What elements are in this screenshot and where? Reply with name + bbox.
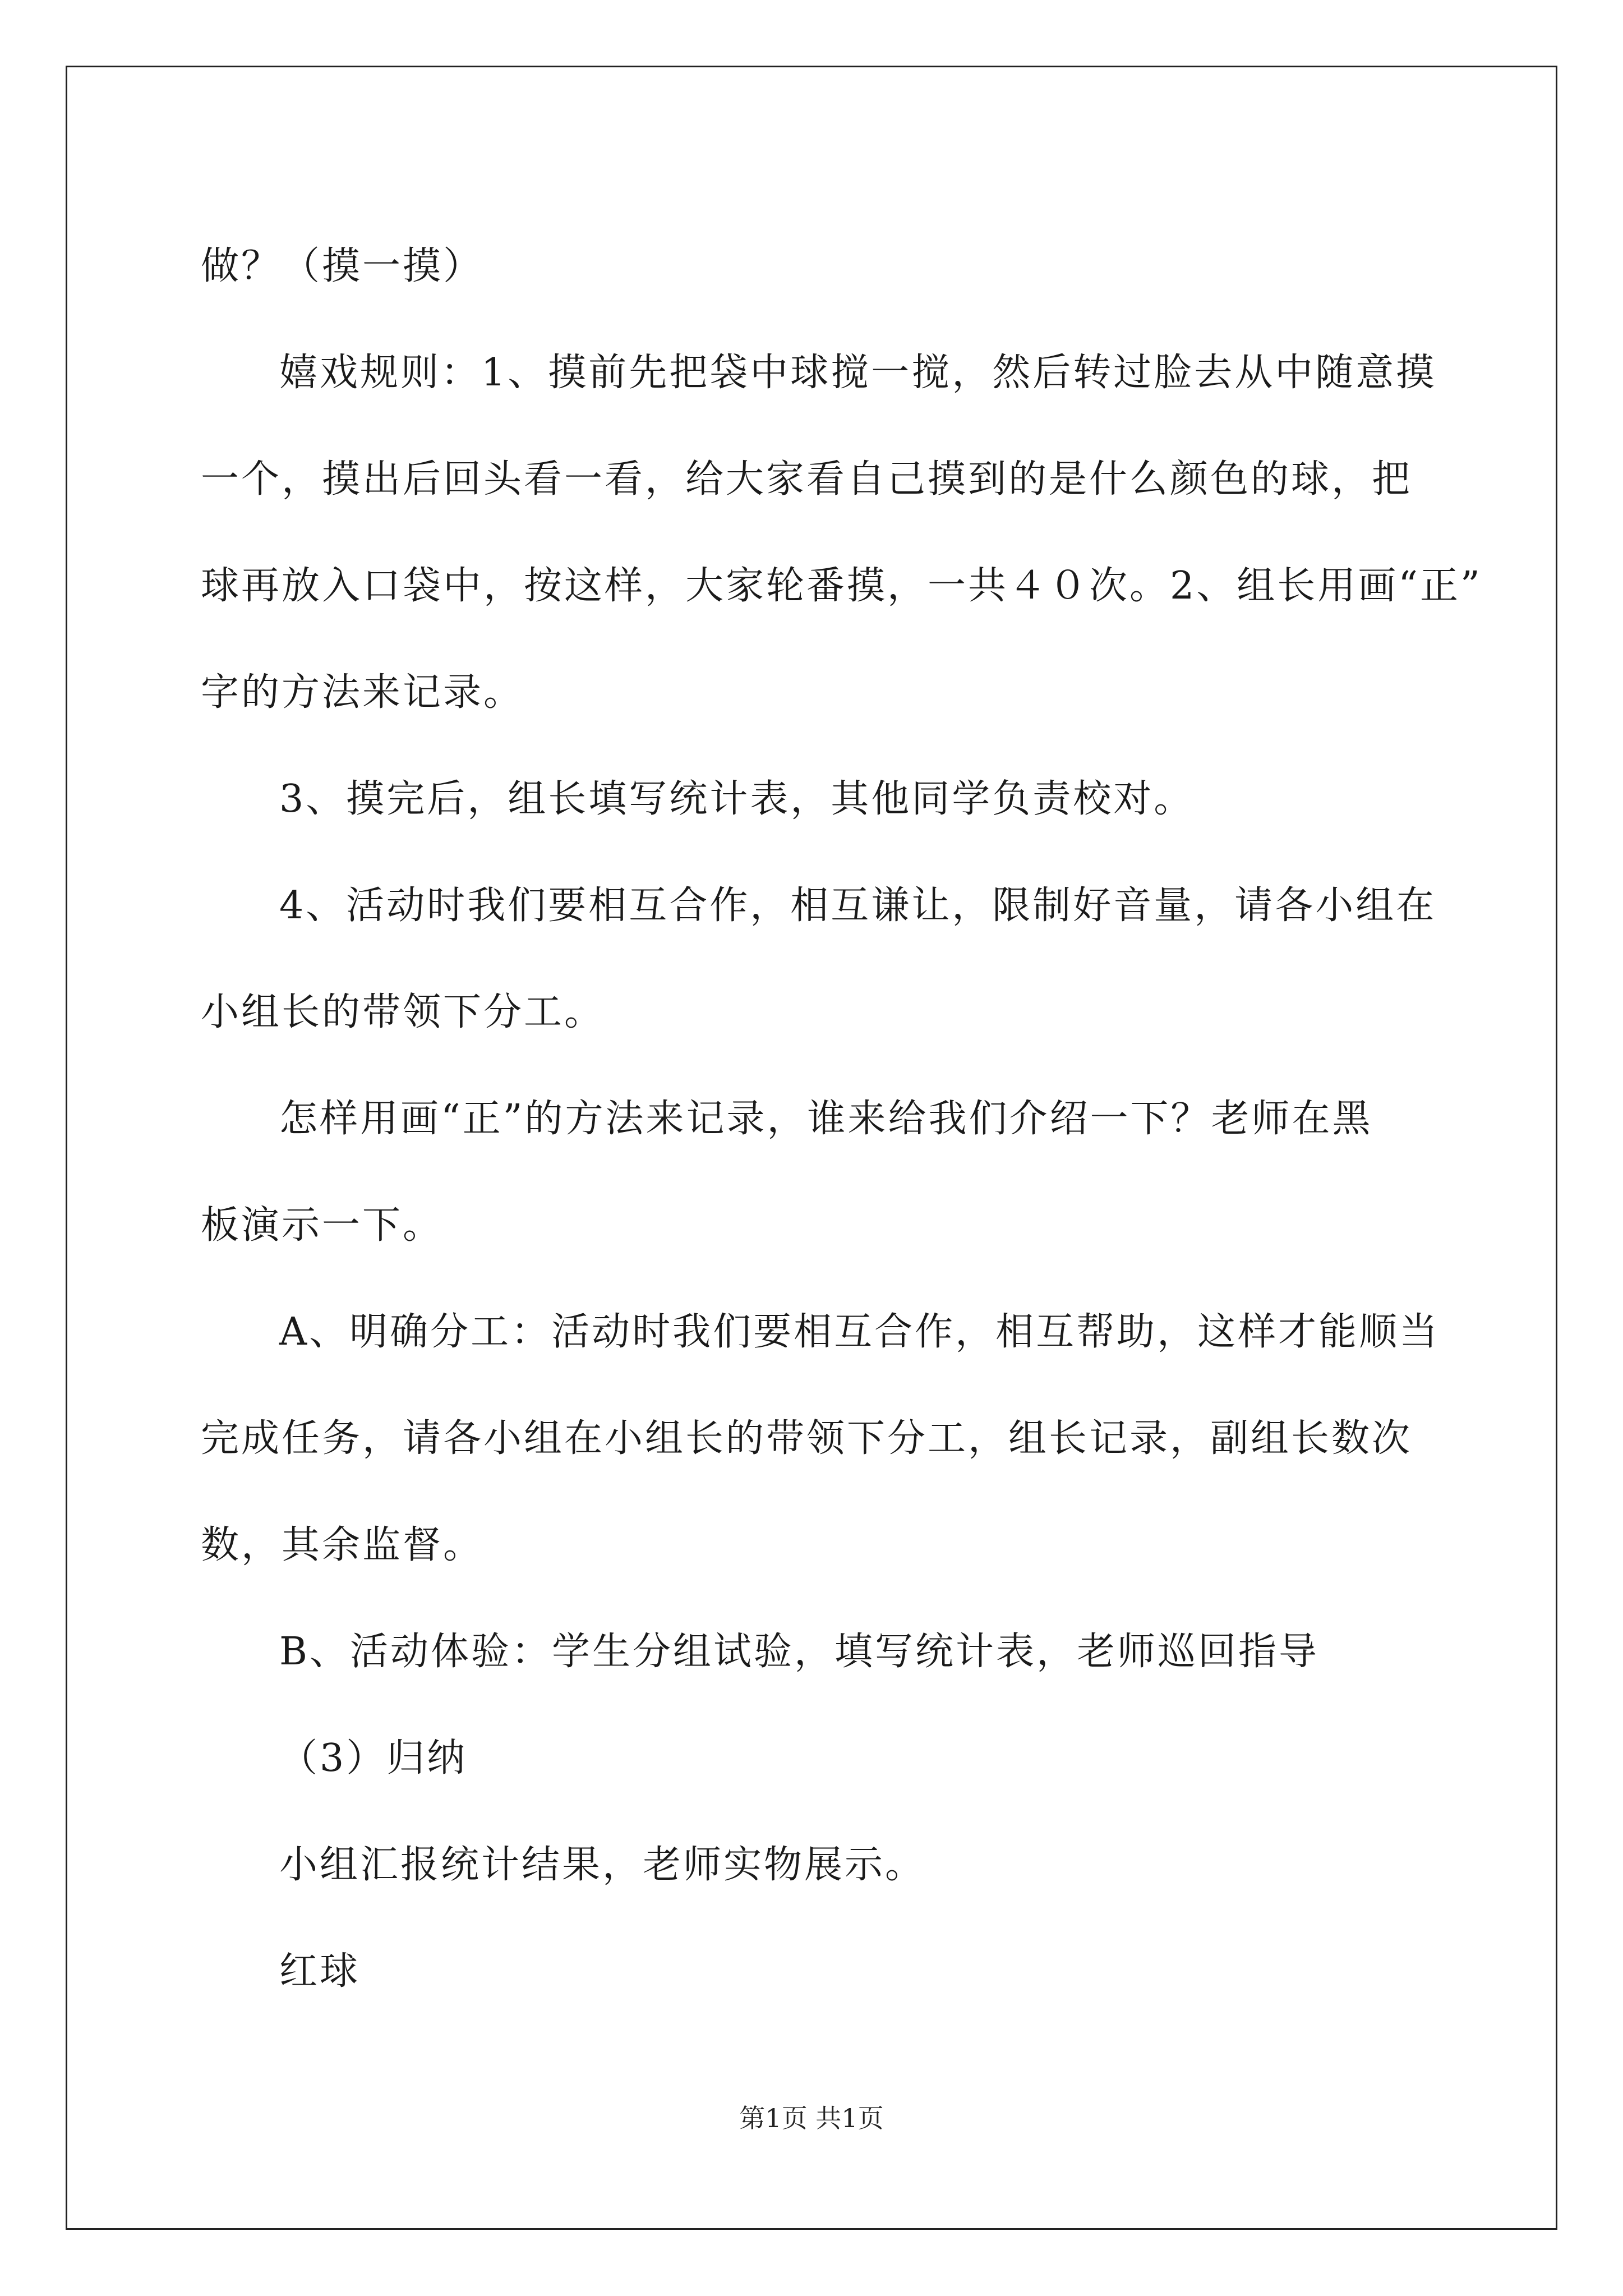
text-line-7: 4、活动时我们要相互合作，相互谦让，限制好音量，请各小组在 [279,884,1437,928]
text-line-17: 红球 [279,1949,361,1994]
text-line-13: 数，其余监督。 [201,1523,484,1567]
document-body [201,213,1482,2025]
text-line-15: （3）归纳 [279,1736,468,1780]
text-line-2: 嬉戏规则：1、摸前先把袋中球搅一搅，然后转过脸去从中随意摸 [279,351,1437,395]
text-line-10: 板演示一下。 [201,1203,444,1248]
text-line-14: B、活动体验：学生分组试验，填写统计表，老师巡回指导 [279,1630,1319,1674]
page-number-footer: 第1页 共1页 [739,2103,884,2133]
text-line-8: 小组长的带领下分工。 [201,990,605,1034]
text-line-12: 完成任务，请各小组在小组长的带领下分工，组长记录，副组长数次 [201,1416,1413,1461]
text-line-3: 一个，摸出后回头看一看，给大家看自己摸到的是什么颜色的球，把 [201,457,1413,501]
text-line-6: 3、摸完后，组长填写统计表，其他同学负责校对。 [279,777,1195,821]
text-line-4: 球再放入口袋中，按这样，大家轮番摸，一共４０次。2、组长用画“正” [201,564,1482,608]
text-line-11: A、明确分工：活动时我们要相互合作，相互帮助，这样才能顺当 [279,1310,1440,1354]
text-line-5: 字的方法来记录。 [201,670,524,715]
text-line-16: 小组汇报统计结果，老师实物展示。 [279,1843,926,1887]
text-line-9: 怎样用画“正”的方法来记录，谁来给我们介绍一下？老师在黑 [279,1097,1373,1141]
text-line-1: 做？（摸一摸） [201,244,484,288]
